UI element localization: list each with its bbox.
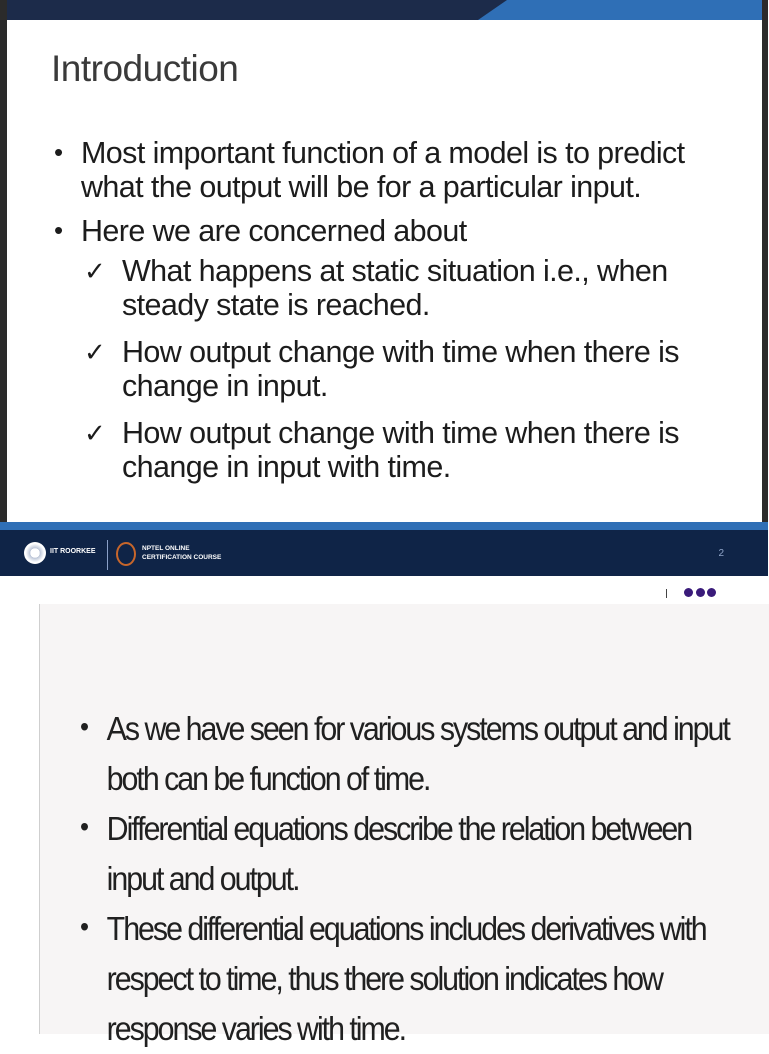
slide-content [80, 704, 760, 1054]
video-frame-right [762, 0, 768, 576]
checkmark-icon: ✓ [84, 256, 106, 286]
bullet-icon: • [80, 711, 90, 742]
course-label-line1: NPTEL ONLINE [142, 545, 190, 552]
bullet-text: Differential equations describe the relation between input and output. [106, 810, 692, 897]
ellipsis-icon [684, 588, 693, 597]
iit-roorkee-logo-icon [24, 542, 46, 564]
bullet-icon: • [80, 811, 90, 842]
checkmark-icon: ✓ [84, 418, 106, 448]
slide-title: Introduction [51, 48, 239, 89]
sub-item [82, 254, 740, 322]
footer-stripe [0, 522, 768, 530]
sub-item-text: What happens at static situation i.e., when steady state is reached. [122, 254, 668, 322]
slide-content [50, 136, 740, 497]
course-label [142, 544, 221, 562]
bullet-item [80, 704, 741, 804]
bullet-item [80, 904, 741, 1054]
bullet-icon: • [54, 137, 63, 167]
checkmark-icon: ✓ [84, 337, 106, 367]
ellipsis-icon [707, 588, 716, 597]
bullet-item [80, 804, 741, 904]
bullet-icon: • [80, 911, 90, 942]
nptel-logo-icon [116, 542, 136, 566]
bullet-text: Here we are concerned about [81, 214, 467, 248]
bullet-text: As we have seen for various systems output and input both can be function of time. [106, 710, 729, 797]
slide-header-accent [478, 0, 768, 20]
slide-differential-equations [0, 576, 768, 1047]
footer-divider [107, 540, 108, 570]
sub-list [82, 254, 740, 484]
bullet-item [50, 214, 740, 248]
sub-item-text: How output change with time when there is change in input with time. [122, 416, 679, 484]
sub-item-text: How output change with time when there is change in input. [122, 335, 679, 403]
separator [666, 589, 667, 598]
sub-item [82, 335, 740, 403]
bullet-item [50, 136, 740, 204]
ellipsis-icon [696, 588, 705, 597]
institute-label: IIT ROORKEE [50, 548, 96, 555]
sub-item [82, 416, 740, 484]
video-frame-left [0, 0, 7, 576]
bullet-text: Most important function of a model is to predict what the output will be for a particular input. [81, 136, 685, 204]
course-label-line2: CERTIFICATION COURSE [142, 554, 222, 561]
slide-footer [0, 522, 768, 576]
page-number: 2 [718, 548, 724, 559]
bullet-icon: • [54, 215, 63, 245]
more-options-button[interactable] [666, 586, 719, 598]
bullet-text: These differential equations includes derivatives with respect to time, thus there solution indicates how response varies with time. [106, 910, 706, 1047]
